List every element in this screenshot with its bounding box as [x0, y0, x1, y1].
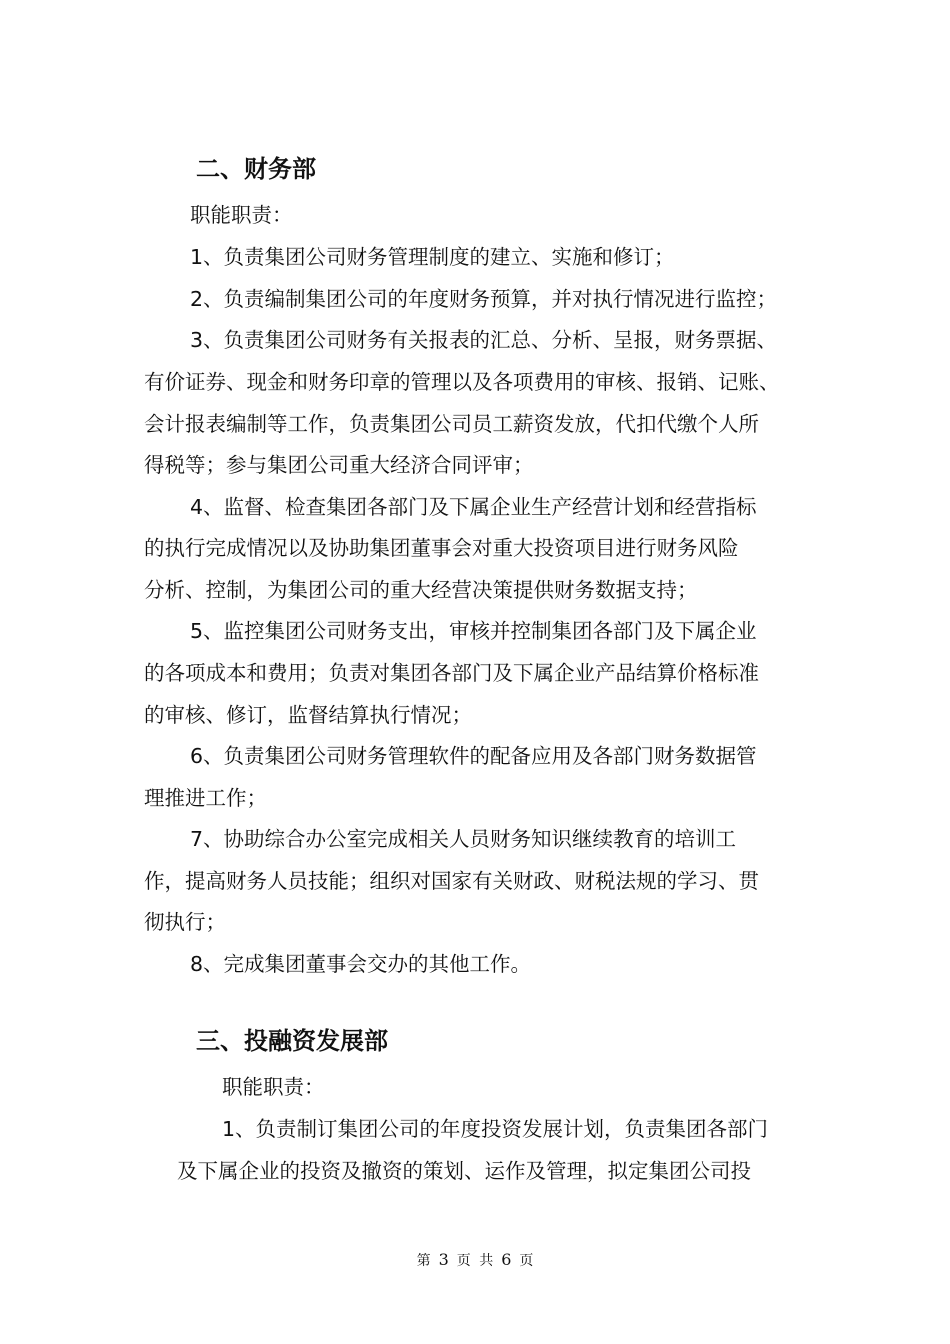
text-line: 的审核、修订，监督结算执行情况；: [144, 703, 472, 727]
footer-total-pages: 6: [501, 1250, 512, 1269]
text-line: 理推进工作；: [144, 786, 267, 810]
text-line: 职能职责：: [222, 1075, 325, 1099]
text-line: 3、负责集团公司财务有关报表的汇总、分析、呈报，财务票据、: [190, 328, 778, 352]
footer-suffix: 页: [519, 1253, 534, 1269]
text-line: 6、负责集团公司财务管理软件的配备应用及各部门财务数据管: [190, 744, 757, 768]
footer-prefix: 第: [416, 1253, 431, 1269]
text-line: 2、负责编制集团公司的年度财务预算，并对执行情况进行监控；: [190, 287, 778, 311]
footer-total-word: 共: [479, 1253, 494, 1269]
page-footer: [0, 1250, 950, 1271]
text-line: 1、负责集团公司财务管理制度的建立、实施和修订；: [190, 245, 675, 269]
section-heading-investment: 三、投融资发展部: [196, 1027, 388, 1055]
text-line: 有价证券、现金和财务印章的管理以及各项费用的审核、报销、记账、: [144, 370, 780, 394]
text-line: 作，提高财务人员技能；组织对国家有关财政、财税法规的学习、贯: [144, 869, 759, 893]
footer-page-number: 3: [438, 1250, 449, 1269]
text-line: 会计报表编制等工作，负责集团公司员工薪资发放，代扣代缴个人所: [144, 412, 759, 436]
text-line: 1、负责制订集团公司的年度投资发展计划，负责集团各部门: [222, 1117, 769, 1141]
text-line: 及下属企业的投资及撤资的策划、运作及管理，拟定集团公司投: [177, 1159, 751, 1183]
text-line: 4、监督、检查集团各部门及下属企业生产经营计划和经营指标: [190, 495, 757, 519]
section-heading-finance: 二、财务部: [196, 155, 316, 183]
text-line: 7、协助综合办公室完成相关人员财务知识继续教育的培训工: [190, 827, 737, 851]
text-line: 的执行完成情况以及协助集团董事会对重大投资项目进行财务风险: [144, 536, 739, 560]
text-line: 的各项成本和费用；负责对集团各部门及下属企业产品结算价格标准: [144, 661, 759, 685]
text-line: 得税等；参与集团公司重大经济合同评审；: [144, 453, 534, 477]
text-line: 8、完成集团董事会交办的其他工作。: [190, 952, 532, 976]
text-line: 职能职责：: [190, 203, 293, 227]
text-line: 分析、控制，为集团公司的重大经营决策提供财务数据支持；: [144, 578, 698, 602]
footer-page-word: 页: [456, 1253, 471, 1269]
text-line: 5、监控集团公司财务支出，审核并控制集团各部门及下属企业: [190, 619, 757, 643]
text-line: 彻执行；: [144, 910, 226, 934]
